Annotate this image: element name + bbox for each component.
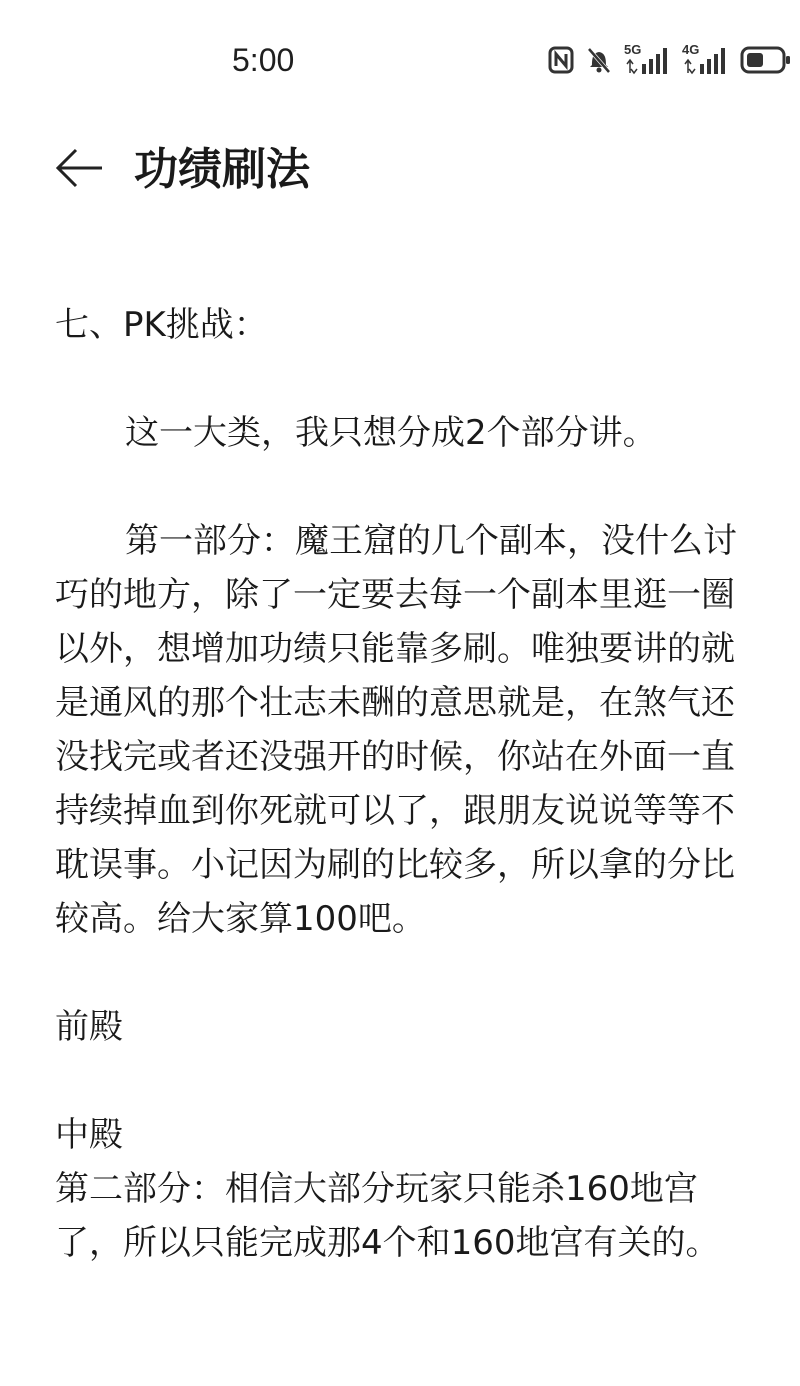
arrow-left-icon xyxy=(54,146,106,194)
subheading-zhongdian: 中殿 xyxy=(55,1115,123,1155)
section-heading: 七、PK挑战： xyxy=(55,305,268,345)
status-time: 5:00 xyxy=(232,42,295,78)
part-two-paragraph: 第二部分：相信大部分玩家只能杀160地宫了，所以只能完成那4个和160地宫有关的。 xyxy=(55,1169,720,1263)
nfc-icon xyxy=(548,46,574,74)
signal-5g-label: 5G xyxy=(624,42,642,57)
signal-5g-icon xyxy=(624,44,670,76)
status-icons xyxy=(548,44,792,76)
subheading-qiandian: 前殿 xyxy=(55,1007,123,1047)
back-button[interactable] xyxy=(50,140,110,200)
status-bar xyxy=(0,0,800,120)
signal-4g-icon xyxy=(682,44,728,76)
battery-icon xyxy=(740,45,792,75)
signal-4g-label: 4G xyxy=(682,42,700,57)
article-body xyxy=(55,298,745,1270)
part-one-paragraph: 第一部分：魔王窟的几个副本，没什么讨巧的地方，除了一定要去每一个副本里逛一圈以外，想增加功绩只能靠多刷。唯独要讲的就是通风的那个壮志未酬的意思就是，在煞气还没找完或者还没强开的时候，你站在外面一直持续掉血到你死就可以了，跟朋友说说等等不耽误事。小记因为刷的比较多，所以拿的分比较高。给大家算100吧。 xyxy=(55,521,737,939)
mute-bell-icon xyxy=(586,46,612,74)
app-header xyxy=(0,130,800,210)
intro-paragraph: 这一大类，我只想分成2个部分讲。 xyxy=(125,413,657,453)
page-title: 功绩刷法 xyxy=(134,144,310,195)
